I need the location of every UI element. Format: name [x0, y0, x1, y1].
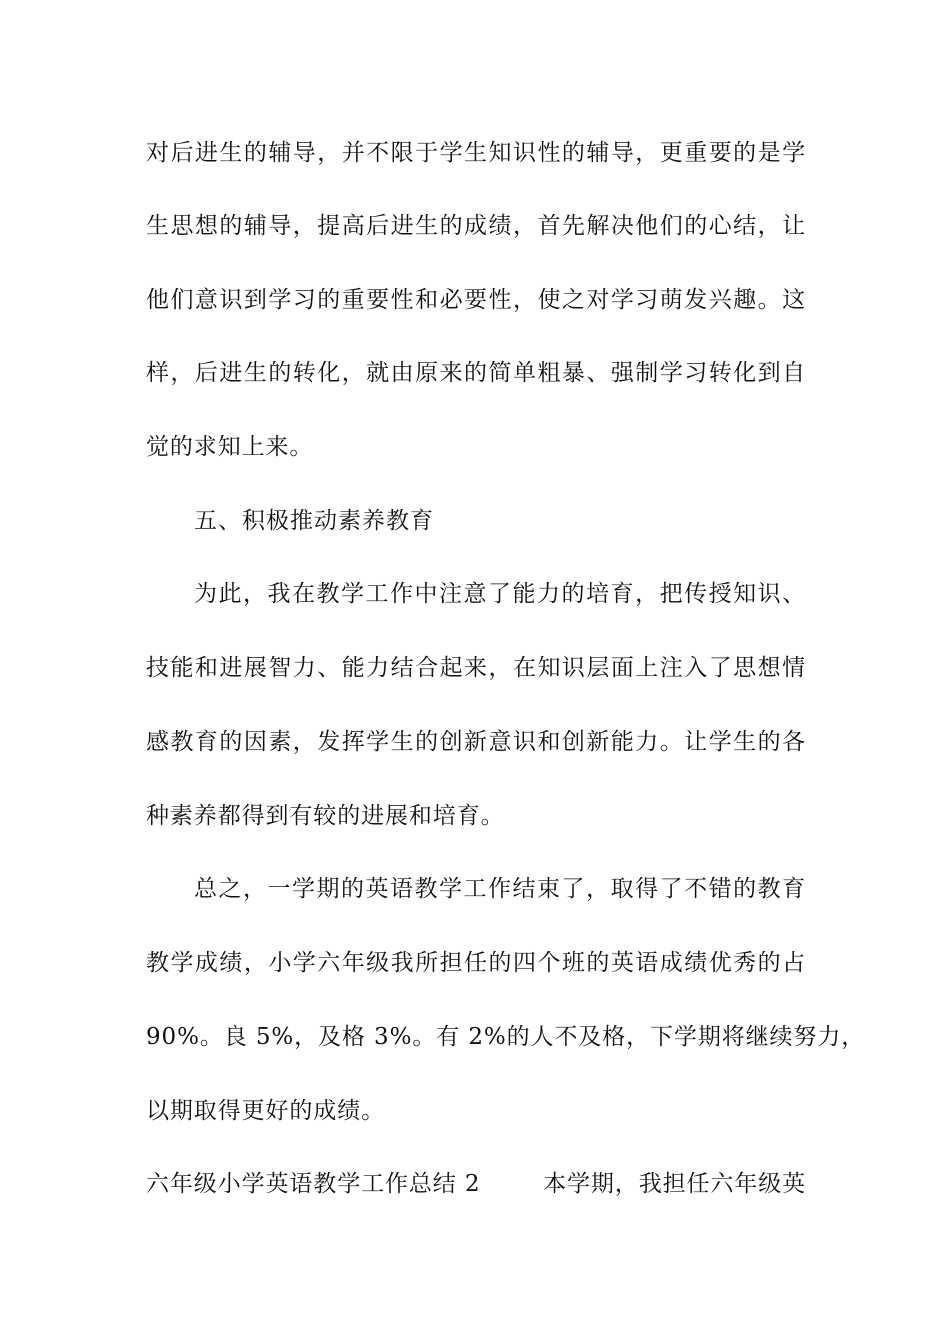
- paragraph-line: 感教育的因素，发挥学生的创新意识和创新能力。让学生的各: [146, 729, 806, 755]
- next-section-title: 六年级小学英语教学工作总结 2: [146, 1171, 481, 1197]
- paragraph-line: 技能和进展智力、能力结合起来，在知识层面上注入了思想情: [146, 655, 806, 681]
- paragraph-line: 教学成绩，小学六年级我所担任的四个班的英语成绩优秀的占: [146, 950, 806, 976]
- paragraph-line: 90%。良 5%，及格 3%。有 2%的人不及格，下学期将继续努力，: [146, 1024, 866, 1050]
- section-heading: 五、积极推动素养教育: [194, 508, 434, 534]
- paragraph-line: 样，后进生的转化，就由原来的简单粗暴、强制学习转化到自: [146, 360, 806, 386]
- paragraph-line: 种素养都得到有较的进展和培育。: [146, 803, 505, 829]
- paragraph-line: 他们意识到学习的重要性和必要性，使之对学习萌发兴趣。这: [146, 287, 806, 313]
- paragraph-line: 对后进生的辅导，并不限于学生知识性的辅导，更重要的是学: [146, 140, 806, 166]
- next-section-intro: 本学期，我担任六年级英: [543, 1171, 806, 1197]
- paragraph-line: 为此，我在教学工作中注意了能力的培育，把传授知识、: [194, 581, 806, 607]
- paragraph-line: 总之，一学期的英语教学工作结束了，取得了不错的教育: [194, 876, 806, 902]
- paragraph-line: 生思想的辅导，提高后进生的成绩，首先解决他们的心结，让: [146, 213, 806, 239]
- paragraph-line: 以期取得更好的成绩。: [146, 1098, 385, 1124]
- next-section-line: [146, 1169, 806, 1199]
- paragraph-line: 觉的求知上来。: [146, 434, 314, 460]
